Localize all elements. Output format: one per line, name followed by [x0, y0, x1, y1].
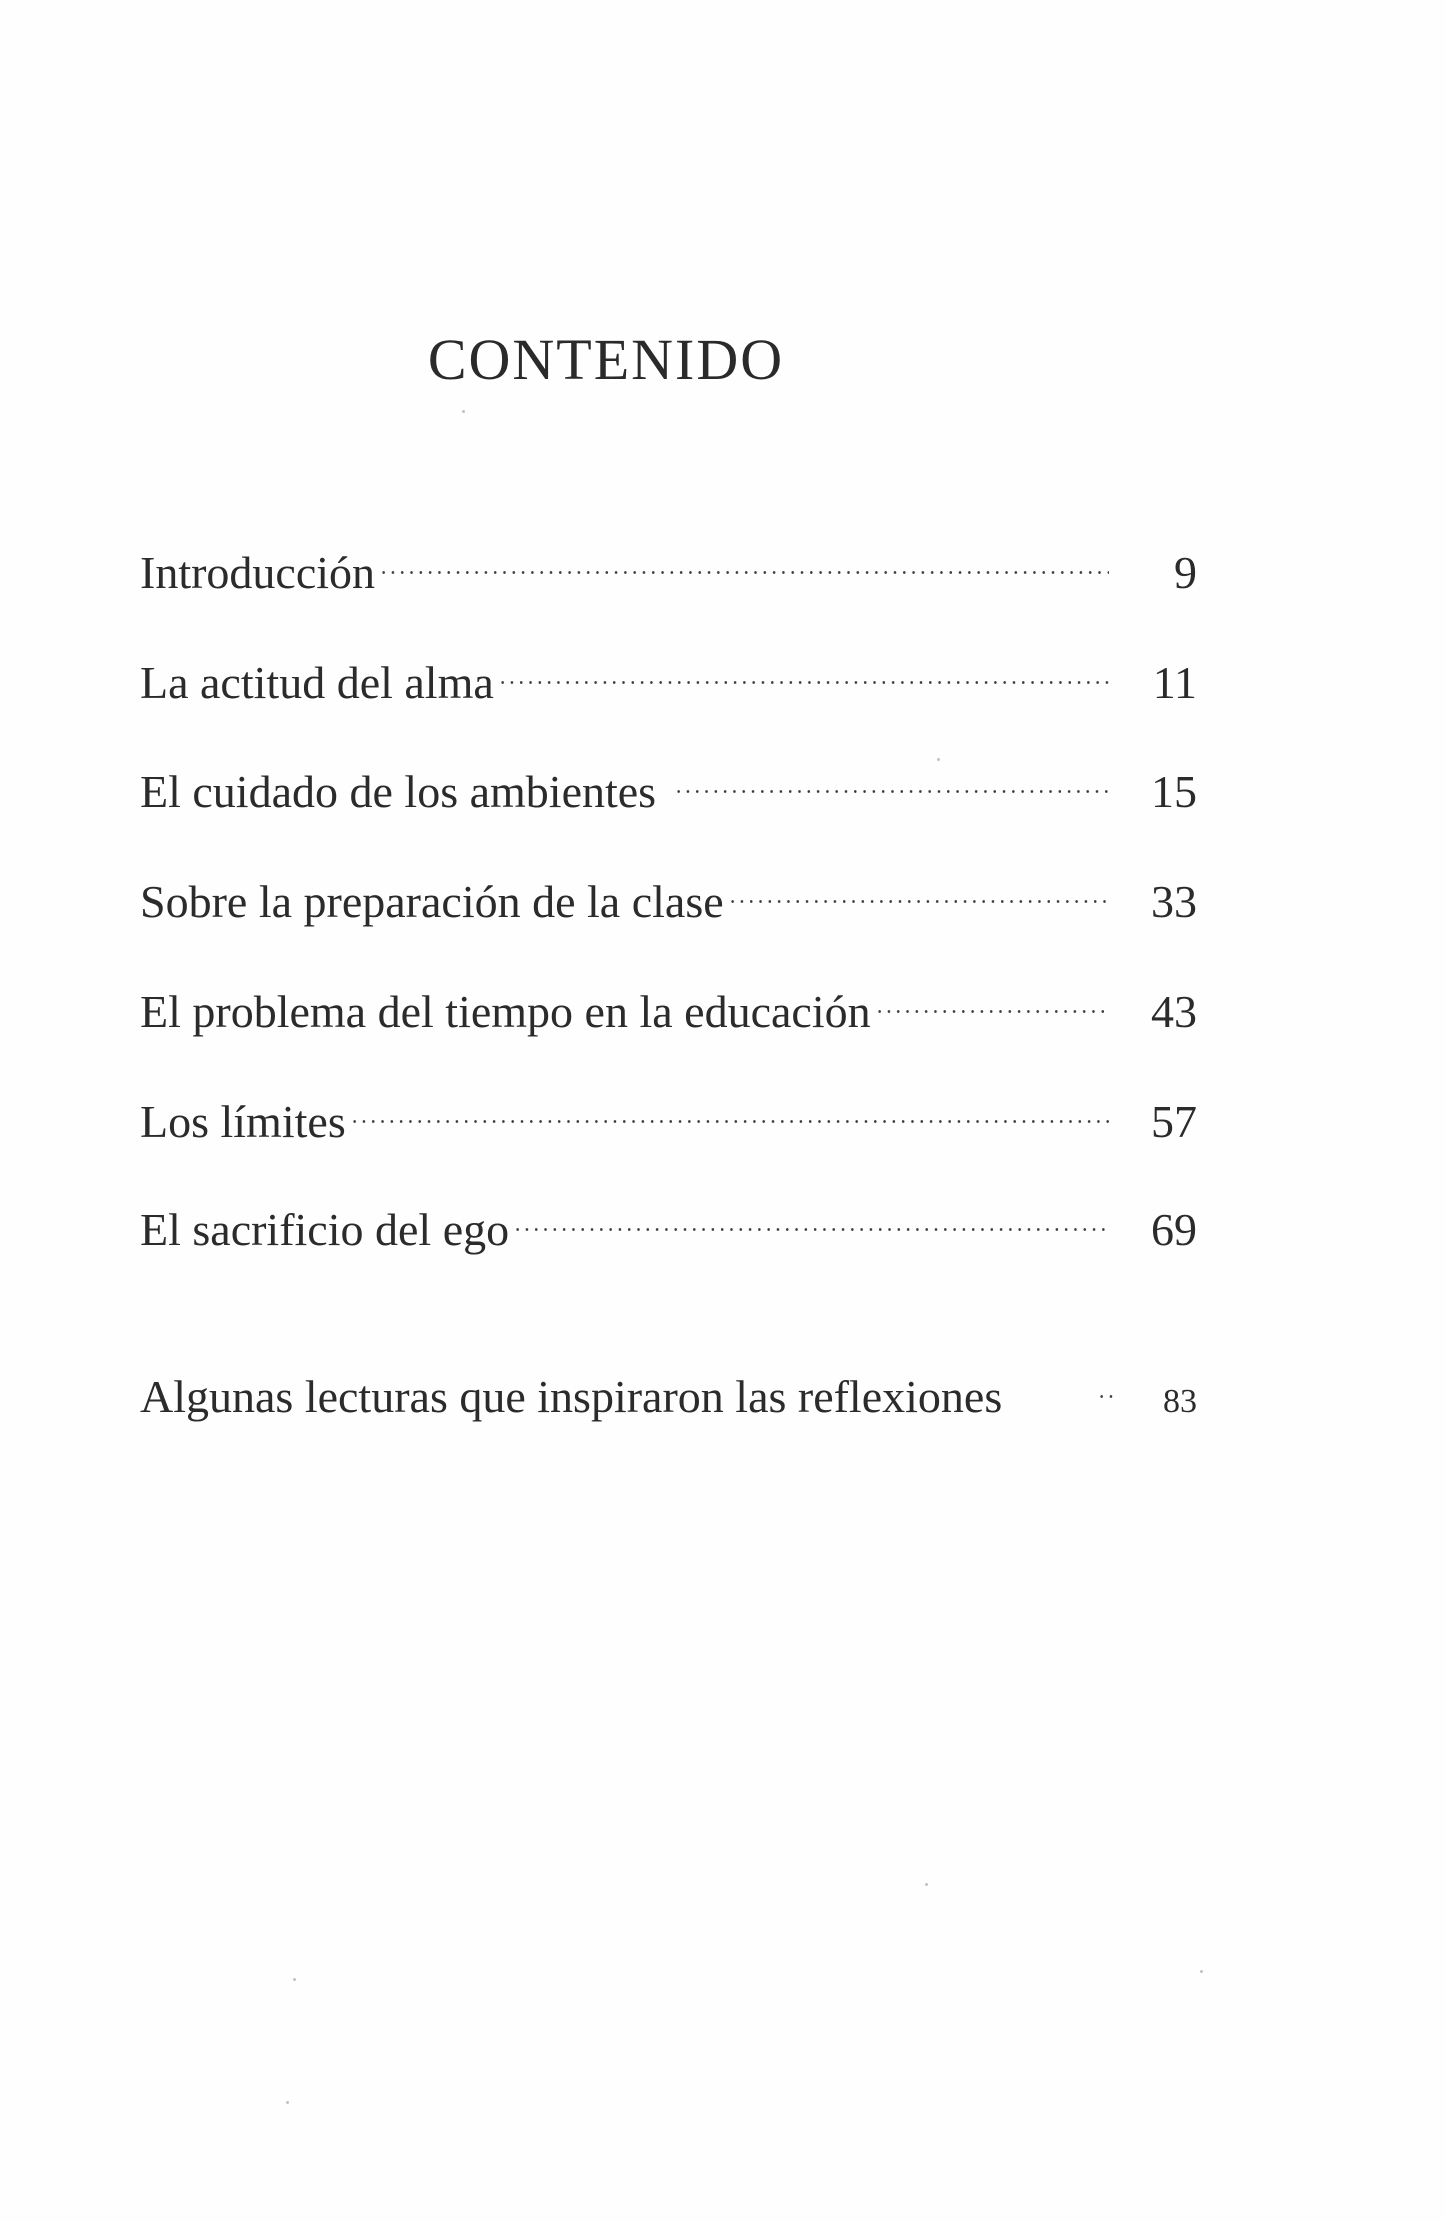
- leader-dots: [1006, 1352, 1117, 1412]
- toc-entry-label: Algunas lecturas que inspiraron las reflexiones: [140, 1371, 1003, 1422]
- leader-dots: [875, 967, 1109, 1027]
- toc-entry-sobre-la-preparacion[interactable]: [140, 857, 1197, 927]
- toc-entry-label: Los límites: [140, 1096, 346, 1147]
- toc-entry-label: El sacrificio del ego: [140, 1204, 510, 1255]
- toc-entry-label: Sobre la preparación de la clase: [140, 876, 724, 927]
- scan-speck: [462, 410, 465, 413]
- toc-entry-el-sacrificio-del-ego[interactable]: [140, 1185, 1197, 1255]
- toc-entry-label: Introducción: [140, 547, 376, 598]
- toc-entry-label: La actitud del alma: [140, 657, 494, 708]
- scan-speck: [286, 2101, 289, 2104]
- toc-entry-page-number: 43: [1151, 986, 1197, 1037]
- toc-entry-label: El cuidado de los ambientes: [140, 766, 657, 817]
- leader-dots: [350, 1077, 1109, 1137]
- leader-dots: [513, 1185, 1109, 1245]
- toc-entry-el-cuidado-de-los-ambientes[interactable]: [140, 747, 1197, 817]
- leader-dots: [498, 638, 1109, 698]
- scan-speck: [937, 758, 940, 761]
- toc-entry-page-number: 69: [1151, 1204, 1197, 1255]
- leader-dots: [379, 528, 1109, 588]
- leader-dots: [674, 747, 1109, 807]
- toc-entry-el-problema-del-tiempo[interactable]: [140, 967, 1197, 1037]
- leader-dots: [728, 857, 1109, 917]
- page-title: CONTENIDO: [427, 326, 785, 392]
- toc-entry-label: El problema del tiempo en la educación: [140, 986, 871, 1037]
- toc-entry-la-actitud-del-alma[interactable]: [140, 638, 1197, 708]
- scan-speck: [1200, 1970, 1203, 1973]
- toc-entry-page-number: 9: [1174, 547, 1197, 598]
- toc-entry-page-number: 57: [1151, 1096, 1197, 1147]
- toc-entry-los-limites[interactable]: [140, 1077, 1197, 1147]
- toc-entry-page-number: 11: [1152, 657, 1197, 708]
- scan-speck: [925, 1883, 928, 1886]
- toc-entry-algunas-lecturas[interactable]: [140, 1352, 1197, 1422]
- toc-entry-page-number: 33: [1151, 876, 1197, 927]
- toc-entry-introduccion[interactable]: [140, 528, 1197, 598]
- scan-speck: [293, 1978, 296, 1981]
- toc-entry-page-number: 83: [1163, 1383, 1197, 1420]
- toc-entry-page-number: 15: [1151, 766, 1197, 817]
